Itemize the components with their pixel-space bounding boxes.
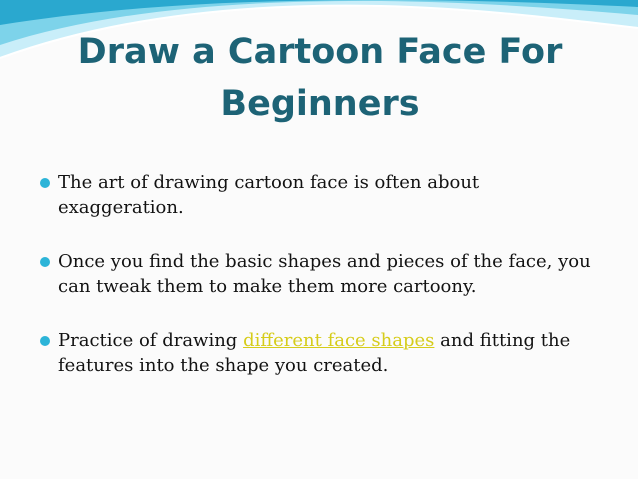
bullet-text-2: Once you find the basic shapes and pieces of the face, you can tweak them to make them more cartoony. [58, 251, 591, 297]
bullet-text-3-before: Practice of drawing [58, 330, 244, 351]
filled-circle-bullet-icon [40, 257, 50, 267]
filled-circle-bullet-icon [40, 336, 50, 346]
bullet-text-1: The art of drawing cartoon face is often about exaggeration. [58, 172, 480, 218]
bullet-item-2 [40, 249, 600, 299]
bullet-text-3-after: and fitting the features into the shape you created. [58, 330, 571, 376]
slide-title [40, 26, 600, 130]
bullet-list [40, 170, 600, 407]
filled-circle-bullet-icon [40, 178, 50, 188]
bullet-item-1 [40, 170, 600, 220]
different-face-shapes-link[interactable]: different face shapes [243, 330, 435, 351]
slide-title-line-2: Beginners [220, 84, 420, 124]
slide-title-line-1: Draw a Cartoon Face For [77, 32, 563, 72]
bullet-item-3 [40, 328, 600, 378]
